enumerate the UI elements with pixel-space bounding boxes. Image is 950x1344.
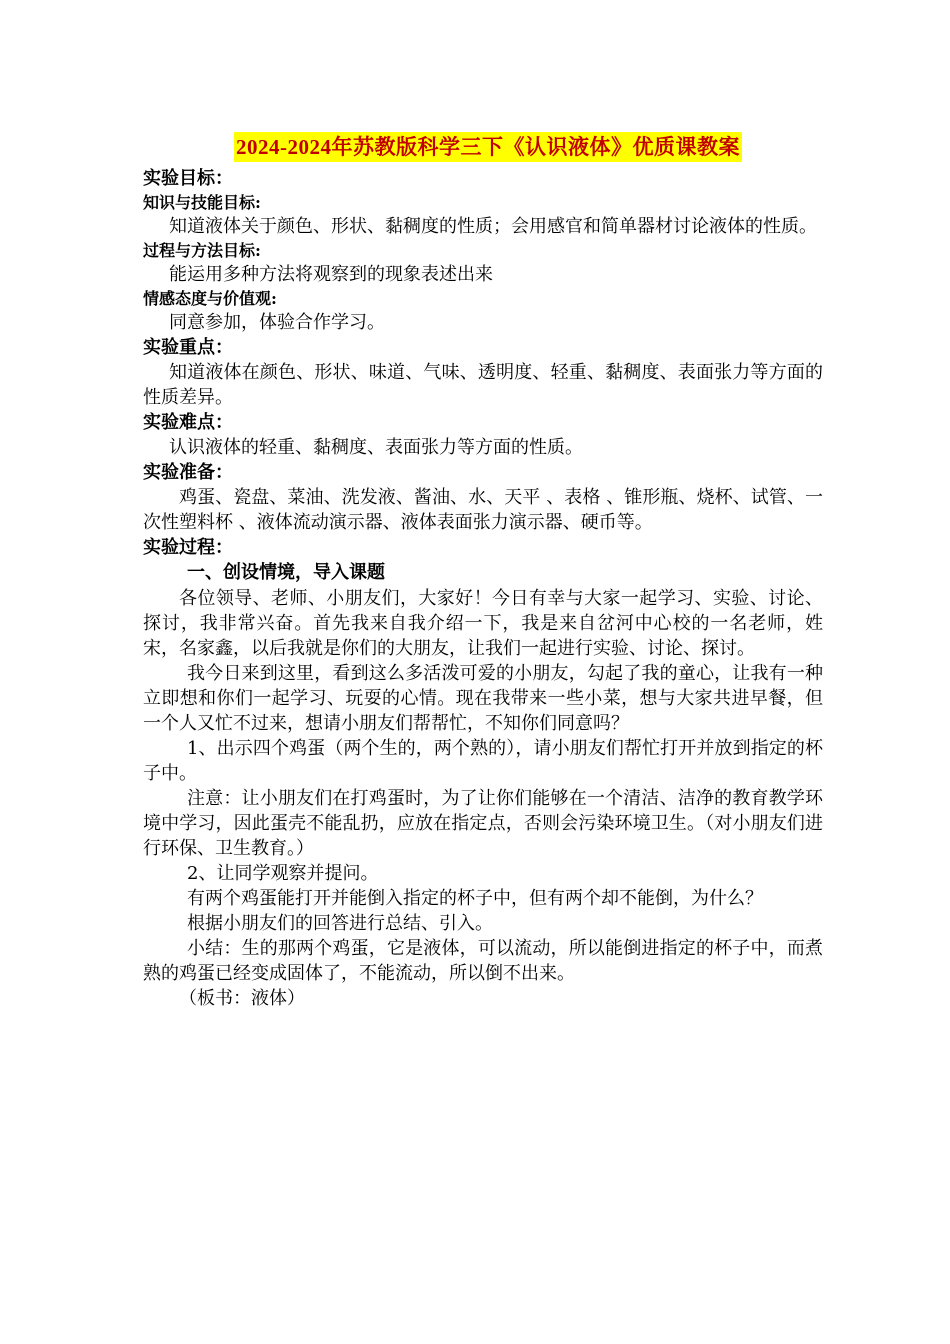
prep-text: 鸡蛋、瓷盘、菜油、洗发液、酱油、水、天平 、表格 、锥形瓶、烧杯、试管、一次性塑料杯 、液体流动演示器、液体表面张力演示器、硬币等。	[143, 487, 823, 533]
goal-heading: 实验目标：	[143, 168, 233, 189]
paragraph-summary-intro: 根据小朋友们的回答进行总结、引入。	[187, 913, 493, 934]
prep-heading: 实验准备：	[143, 462, 233, 483]
attitude-text: 同意参加，体验合作学习。	[169, 312, 385, 333]
paragraph-board-note: （板书：液体）	[179, 988, 305, 1009]
knowledge-text: 知道液体关于颜色、形状、黏稠度的性质；会用感官和简单器材讨论液体的性质。	[169, 216, 817, 237]
knowledge-heading: 知识与技能目标:	[143, 193, 261, 212]
difficulty-text: 认识液体的轻重、黏稠度、表面张力等方面的性质。	[169, 437, 583, 458]
paragraph-question: 有两个鸡蛋能打开并能倒入指定的杯子中，但有两个却不能倒，为什么？	[187, 888, 763, 909]
paragraph-summary: 小结：生的那两个鸡蛋，它是液体，可以流动，所以能倒进指定的杯子中，而煮熟的鸡蛋已经变成固体了，不能流动，所以倒不出来。	[143, 938, 823, 984]
title-row	[143, 132, 823, 162]
paragraph-step1: 1、出示四个鸡蛋（两个生的，两个熟的），请小朋友们帮忙打开并放到指定的杯子中。	[143, 738, 823, 784]
key-heading: 实验重点：	[143, 337, 233, 358]
paragraph-note: 注意：让小朋友们在打鸡蛋时，为了让你们能够在一个清洁、洁净的教育教学环境中学习，因此蛋壳不能乱扔，应放在指定点，否则会污染环境卫生。（对小朋友们进行环保、卫生教育。）	[143, 788, 823, 859]
paragraph-intro: 各位领导、老师、小朋友们，大家好！今日有幸与大家一起学习、实验、讨论、探讨，我非常兴奋。首先我来自我介绍一下，我是来自岔河中心校的一名老师，姓宋，名家鑫，以后我就是你们的大朋友，让我们一起进行实验、讨论、探讨。	[143, 588, 823, 659]
difficulty-heading: 实验难点：	[143, 412, 233, 433]
document-body	[143, 132, 823, 1011]
paragraph-context: 我今日来到这里，看到这么多活泼可爱的小朋友，勾起了我的童心，让我有一种立即想和你们一起学习、玩耍的心情。现在我带来一些小菜，想与大家共进早餐，但一个人又忙不过来，想请小朋友们帮帮忙，不知你们同意吗？	[143, 663, 823, 734]
process-heading: 过程与方法目标:	[143, 241, 261, 260]
process-text: 能运用多种方法将观察到的现象表述出来	[169, 264, 493, 285]
procedure-heading: 实验过程：	[143, 537, 233, 558]
attitude-heading: 情感态度与价值观:	[143, 289, 277, 308]
step1-heading: 一、创设情境，导入课题	[187, 562, 385, 583]
paragraph-step2: 2、让同学观察并提问。	[187, 863, 379, 884]
key-text: 知道液体在颜色、形状、味道、气味、透明度、轻重、黏稠度、表面张力等方面的性质差异。	[143, 362, 823, 408]
document-title: 2024-2024年苏教版科学三下《认识液体》优质课教案	[234, 132, 742, 162]
